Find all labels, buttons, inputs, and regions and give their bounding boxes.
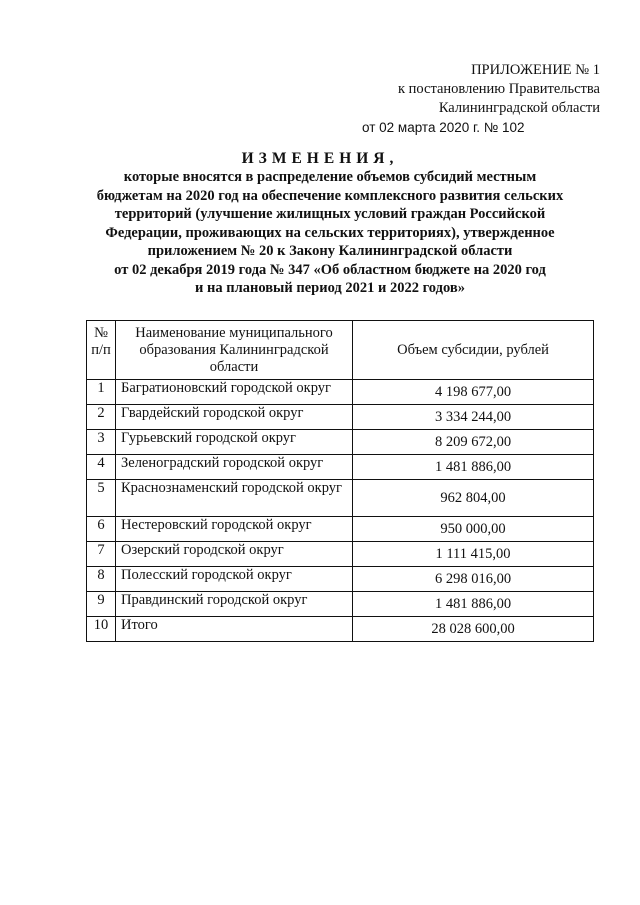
table-row	[87, 592, 594, 617]
appendix-block	[350, 61, 600, 137]
row-name: Полесский городской округ	[116, 567, 353, 592]
row-name: Озерский городской округ	[116, 542, 353, 567]
row-amount: 962 804,00	[353, 480, 594, 517]
row-amount: 8 209 672,00	[353, 430, 594, 455]
row-num: 5	[87, 480, 116, 517]
subtitle-line: от 02 декабря 2019 года № 347 «Об областном бюджете на 2020 год	[114, 261, 546, 278]
table-row	[87, 430, 594, 455]
row-num: 2	[87, 405, 116, 430]
subtitle-line: которые вносятся в распределение объемов субсидий местным	[123, 169, 537, 185]
row-num: 6	[87, 517, 116, 542]
subtitle-line: и на плановый период 2021 и 2022 годов»	[195, 280, 465, 296]
document-title: ИЗМЕНЕНИЯ,	[241, 150, 399, 167]
row-amount: 28 028 600,00	[353, 617, 594, 642]
row-amount: 6 298 016,00	[353, 567, 594, 592]
subsidy-table	[86, 320, 594, 642]
table-row	[87, 455, 594, 480]
header-amount: Объем субсидии, рублей	[353, 321, 594, 380]
appendix-heading: ПРИЛОЖЕНИЕ № 1	[471, 62, 600, 78]
row-amount: 950 000,00	[353, 517, 594, 542]
row-amount: 3 334 244,00	[353, 405, 594, 430]
row-amount: 4 198 677,00	[353, 380, 594, 405]
row-num: 8	[87, 567, 116, 592]
header-num: № п/п	[87, 321, 116, 380]
header-name: Наименование муниципального образования Калининградской области	[116, 321, 353, 380]
row-amount: 1 111 415,00	[353, 542, 594, 567]
table-row	[87, 480, 594, 517]
subtitle-line: территорий (улучшение жилищных условий граждан Российской	[114, 206, 546, 222]
row-name: Нестеровский городской округ	[116, 517, 353, 542]
row-name: Итого	[116, 617, 353, 642]
row-name: Гурьевский городской округ	[116, 430, 353, 455]
row-name: Зеленоградский городской округ	[116, 455, 353, 480]
row-name: Краснознаменский городской округ	[116, 480, 353, 517]
row-num: 1	[87, 380, 116, 405]
row-name: Правдинский городской округ	[116, 592, 353, 617]
document-subtitle	[80, 168, 580, 298]
appendix-line-2: Калининградской области	[438, 100, 600, 116]
table-total-row	[87, 617, 594, 642]
row-num: 9	[87, 592, 116, 617]
row-name: Багратионовский городской округ	[116, 380, 353, 405]
row-num: 7	[87, 542, 116, 567]
table-row	[87, 380, 594, 405]
appendix-date-line: от 02 марта 2020 г. № 102	[362, 120, 525, 135]
subtitle-line: приложением № 20 к Закону Калининградской области	[147, 243, 513, 259]
row-name: Гвардейский городской округ	[116, 405, 353, 430]
row-amount: 1 481 886,00	[353, 455, 594, 480]
subtitle-line: бюджетам на 2020 год на обеспечение комплексного развития сельских	[96, 187, 564, 204]
table-row	[87, 517, 594, 542]
row-num: 4	[87, 455, 116, 480]
table-row	[87, 567, 594, 592]
subtitle-line: Федерации, проживающих на сельских территориях), утвержденное	[105, 224, 555, 241]
row-num: 10	[87, 617, 116, 642]
table-header-row	[87, 321, 594, 380]
appendix-line-1: к постановлению Правительства	[398, 81, 600, 97]
row-amount: 1 481 886,00	[353, 592, 594, 617]
row-num: 3	[87, 430, 116, 455]
table-row	[87, 405, 594, 430]
table-row	[87, 542, 594, 567]
